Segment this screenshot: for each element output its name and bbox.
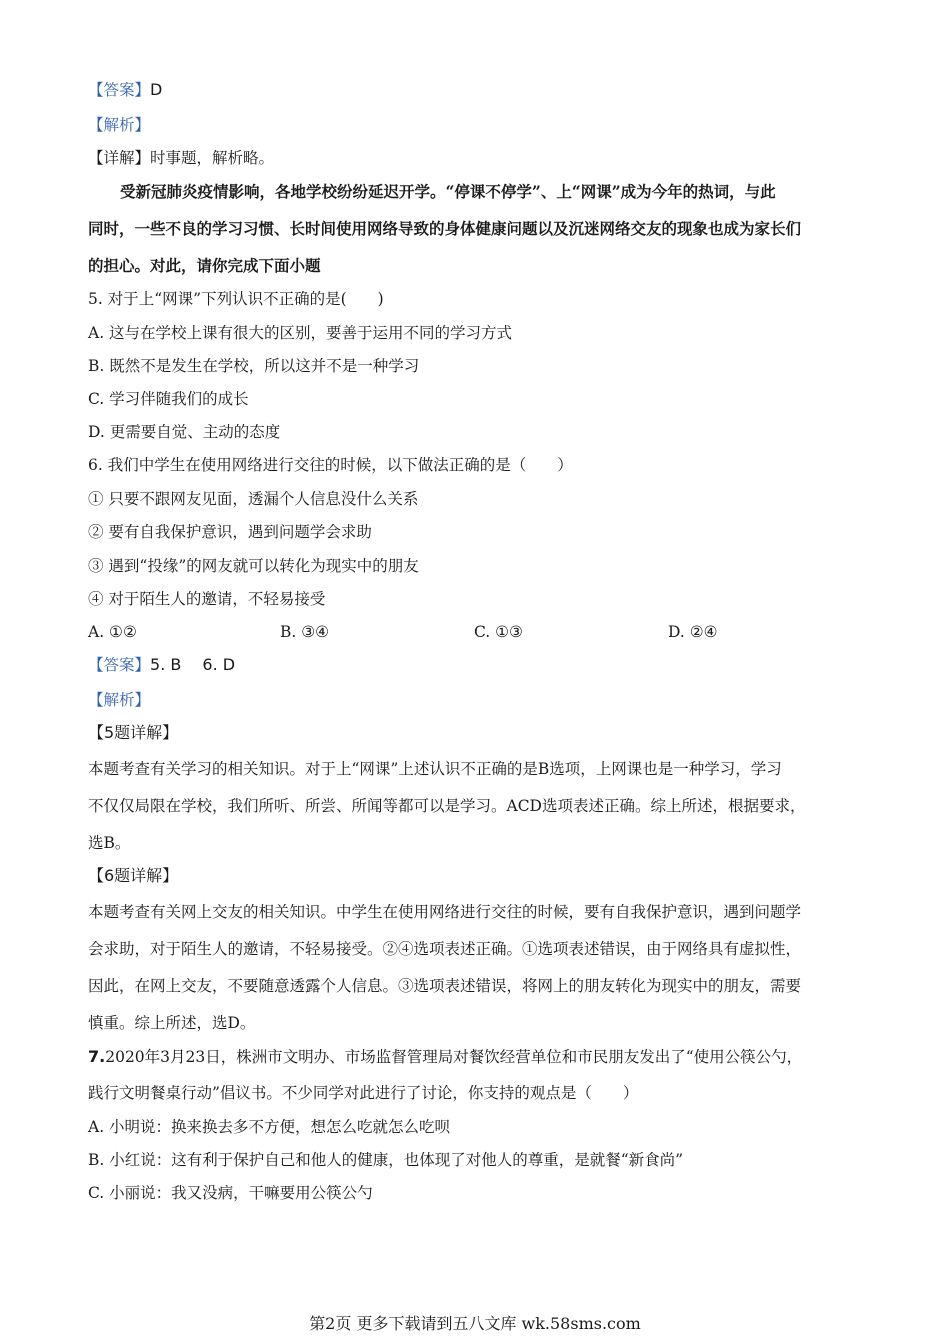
q5-option-d: D. 更需要自觉、主动的态度	[88, 423, 281, 441]
q7-option-c: C. 小丽说：我又没病，干嘛要用公筷公勺	[88, 1184, 373, 1202]
q6-option-a: A. ①②	[88, 623, 137, 641]
q6-detail-line-3: 因此，在网上交友，不要随意透露个人信息。③选项表述错误，将网上的朋友转化为现实中的朋友，需要	[88, 977, 802, 995]
answer-value: D	[150, 80, 163, 99]
q6-statement-3: ③ 遇到“投缘”的网友就可以转化为现实中的朋友	[88, 557, 419, 575]
q6-statement-2: ② 要有自我保护意识，遇到问题学会求助	[88, 523, 372, 541]
detail-text: 时事题，解析略。	[150, 149, 275, 167]
answer-tag: 【答案】	[88, 81, 151, 99]
passage-line-1: 受新冠肺炎疫情影响，各地学校纷纷延迟开学。“停课不停学”、上“网课”成为今年的热词，与此	[120, 182, 776, 201]
q4-detail	[88, 148, 274, 168]
q6-stem: 6. 我们中学生在使用网络进行交往的时候，以下做法正确的是（ ）	[88, 456, 573, 474]
q6-option-d: D. ②④	[668, 623, 718, 641]
q6-detail-line-1: 本题考查有关网上交友的相关知识。中学生在使用网络进行交往的时候，要有自我保护意识，遇到问题学	[88, 903, 802, 921]
answer-tag: 【答案】	[88, 656, 151, 674]
q7-stem-text-1: 2020年3月23日，株洲市文明办、市场监督管理局对餐饮经营单位和市民朋友发出了“使用公筷公勺，	[105, 1048, 803, 1066]
q5-detail-tag: 【5题详解】	[88, 723, 179, 742]
q7-option-b: B. 小红说：这有利于保护自己和他人的健康，也体现了对他人的尊重，是就餐“新食尚”	[88, 1151, 684, 1169]
q5-option-b: B. 既然不是发生在学校，所以这并不是一种学习	[88, 357, 420, 375]
q6-option-b: B. ③④	[280, 623, 330, 641]
answer-value: 5. B 6. D	[150, 655, 236, 674]
q6-detail-tag: 【6题详解】	[88, 866, 179, 885]
q5-detail-line-2: 不仅仅局限在学校，我们所听、所尝、所闻等都可以是学习。ACD选项表述正确。综上所述，根据要求，	[88, 797, 806, 815]
q6-statement-4: ④ 对于陌生人的邀请，不轻易接受	[88, 590, 326, 608]
q5-detail-line-1: 本题考查有关学习的相关知识。对于上“网课”上述认识不正确的是B选项，上网课也是一种学习，学习	[88, 760, 782, 778]
q4-analysis-tag: 【解析】	[88, 116, 151, 134]
detail-tag: 【详解】	[88, 149, 151, 167]
q5-detail-line-3: 选B。	[88, 834, 131, 852]
q5-option-c: C. 学习伴随我们的成长	[88, 390, 249, 408]
passage-line-2: 同时，一些不良的学习习惯、长时间使用网络导致的身体健康问题以及沉迷网络交友的现象也成为家长们	[88, 219, 802, 238]
q6-statement-1: ① 只要不跟网友见面，透漏个人信息没什么关系	[88, 490, 419, 508]
q5-stem: 5. 对于上“网课”下列认识不正确的是( )	[88, 290, 384, 308]
q56-analysis-tag: 【解析】	[88, 691, 151, 709]
q6-detail-line-4: 慎重。综上所述，选D。	[88, 1014, 256, 1032]
q7-number: 7.	[88, 1047, 106, 1066]
q7-option-a: A. 小明说：换来换去多不方便，想怎么吃就怎么吃呗	[88, 1118, 451, 1136]
q5-option-a: A. 这与在学校上课有很大的区别，要善于运用不同的学习方式	[88, 324, 513, 342]
q7-stem-line-1	[88, 1047, 802, 1067]
q7-stem-line-2: 践行文明餐桌行动”倡议书。不少同学对此进行了讨论，你支持的观点是（ ）	[88, 1084, 639, 1102]
q6-detail-line-2: 会求助，对于陌生人的邀请，不轻易接受。②④选项表述正确。①选项表述错误，由于网络具有虚拟性，	[88, 940, 802, 958]
q4-answer	[88, 80, 162, 100]
q6-option-c: C. ①③	[474, 623, 523, 641]
page-footer: 第2页 更多下载请到五八文库 wk.58sms.com	[309, 1314, 641, 1333]
passage-line-3: 的担心。对此，请你完成下面小题	[88, 256, 321, 275]
q56-answer	[88, 655, 235, 675]
